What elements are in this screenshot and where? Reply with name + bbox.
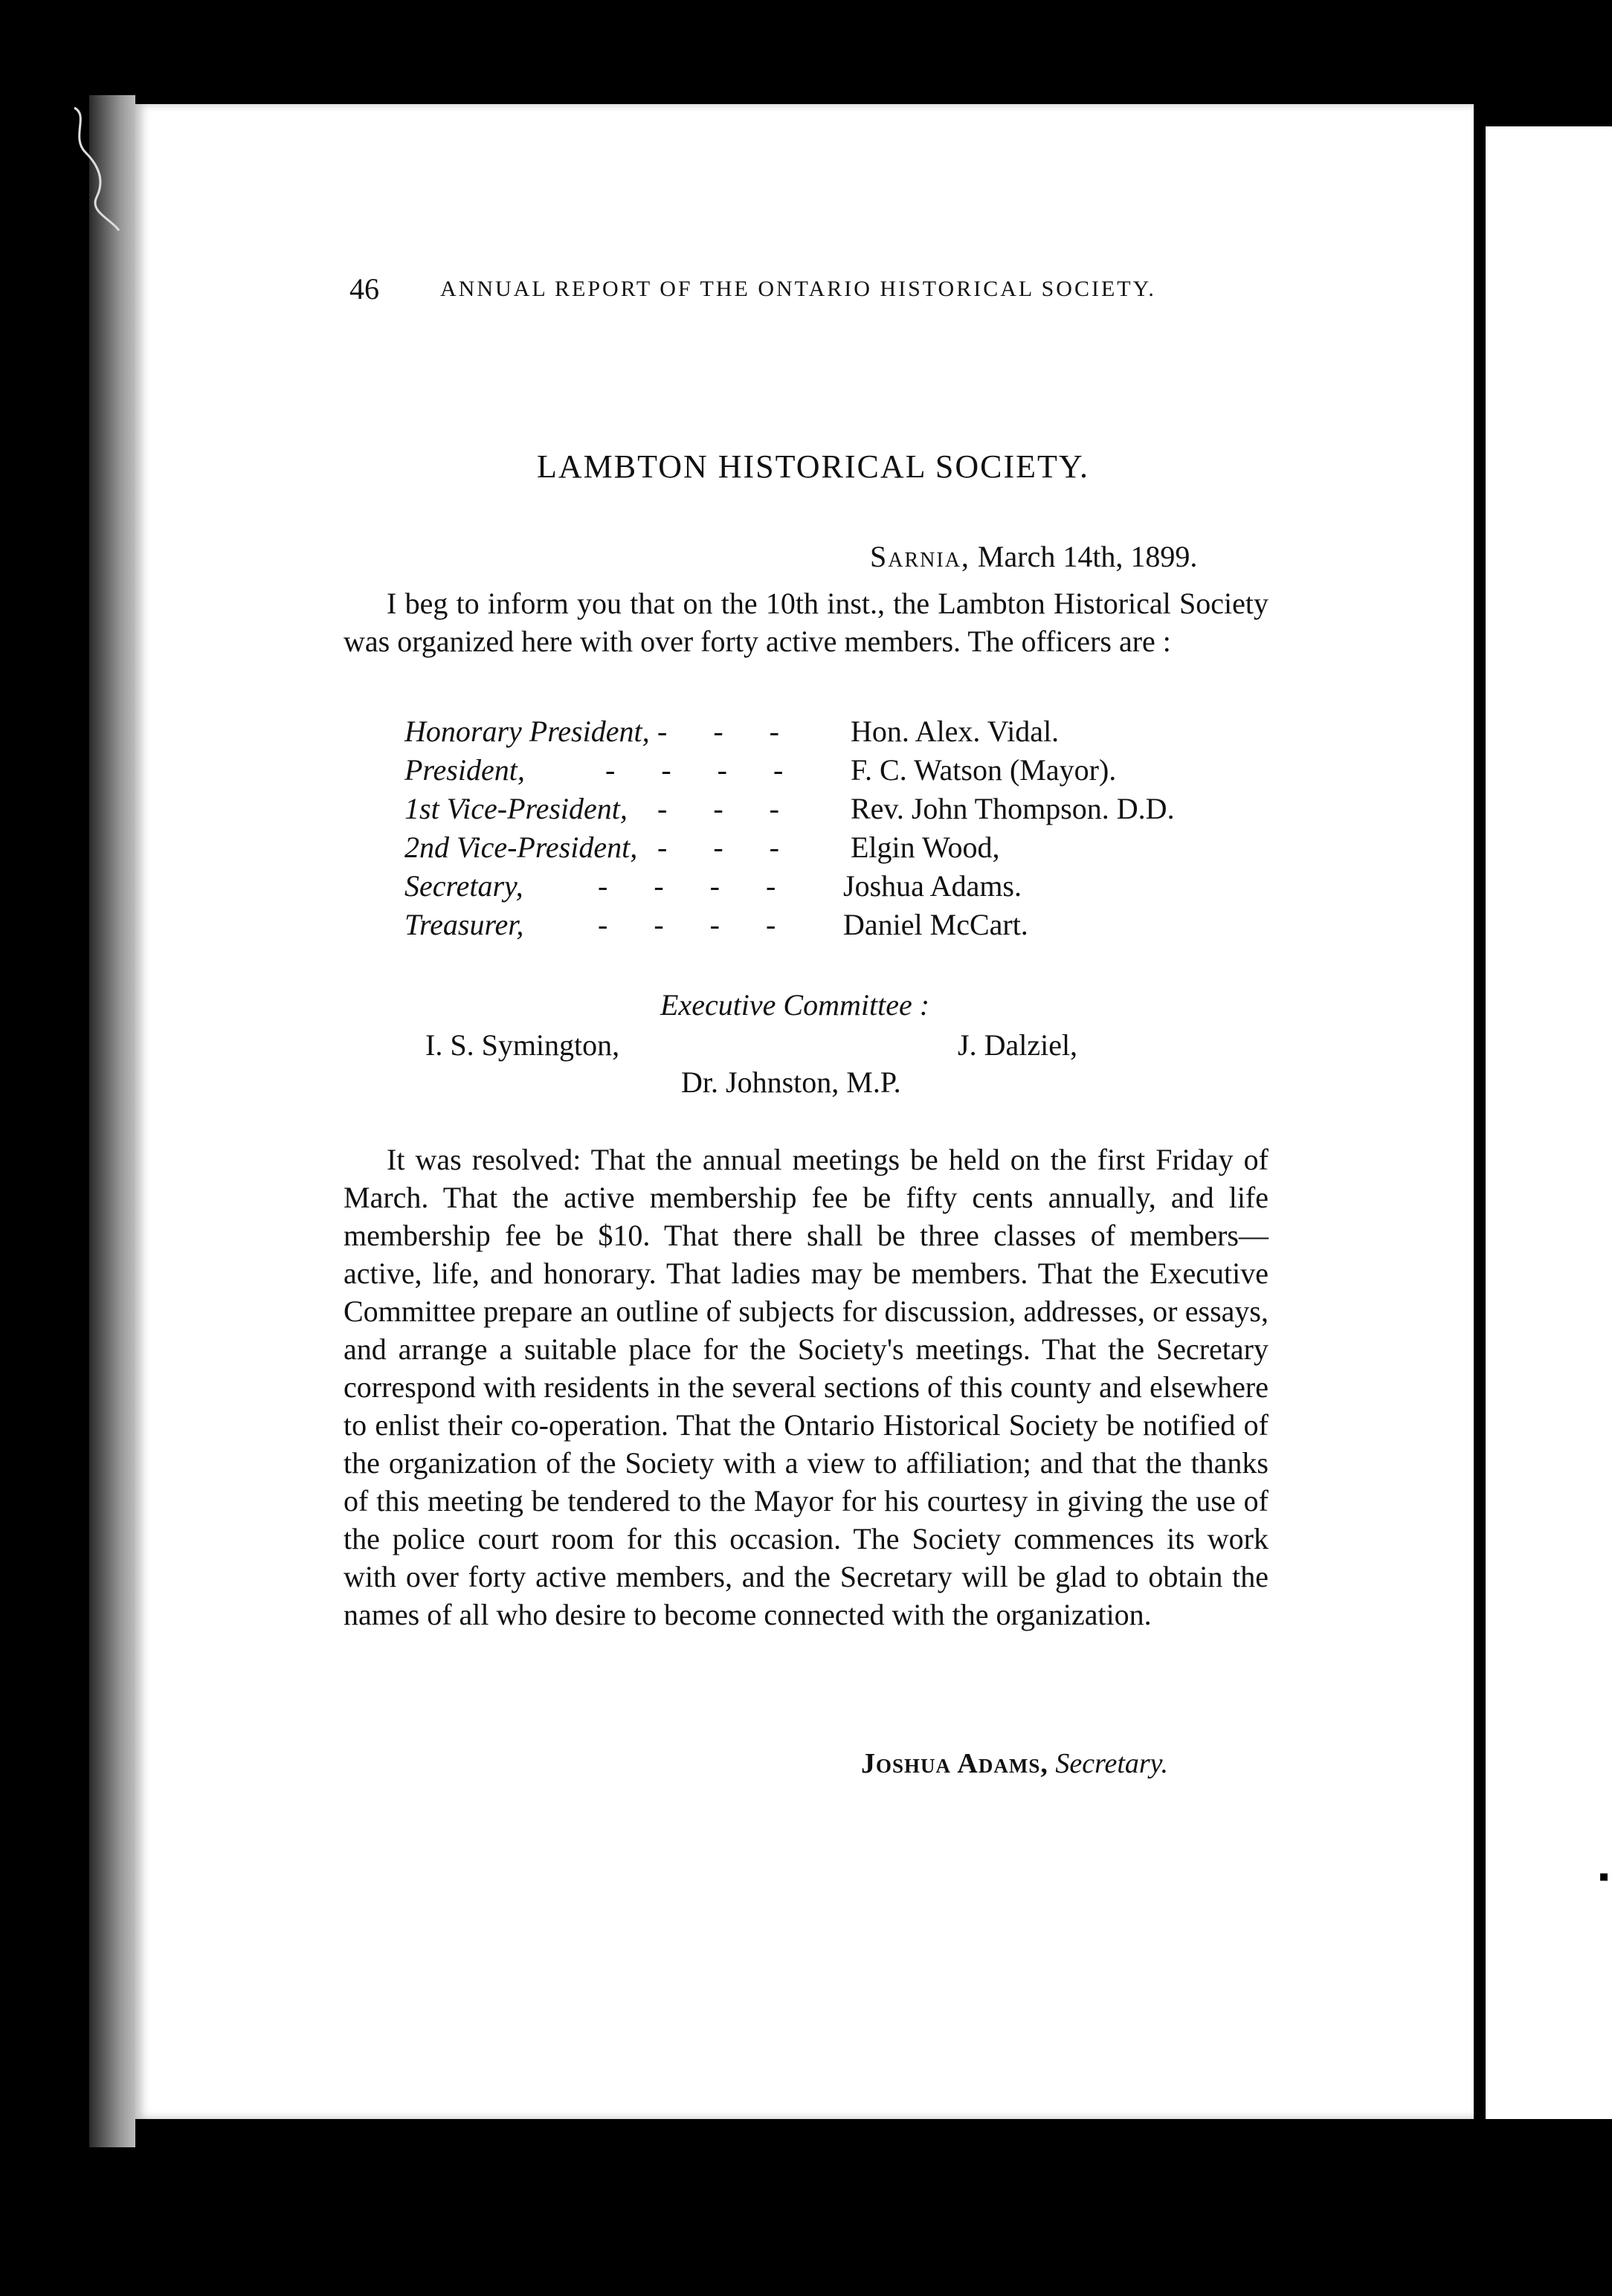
officer-leader: - - - (657, 831, 799, 864)
dateline (870, 539, 1197, 574)
officer-leader: - - - - (598, 908, 796, 941)
committee-member: Dr. Johnston, M.P. (681, 1065, 901, 1099)
committee-member: I. S. Symington, (425, 1028, 620, 1062)
officer-title: Honorary President, (404, 715, 650, 748)
page-number: 46 (349, 272, 379, 306)
facing-page-marks: ▪ (1599, 1860, 1610, 1893)
officer-name: Hon. Alex. Vidal. (851, 715, 1060, 748)
dateline-date: March 14th, 1899. (977, 540, 1198, 573)
resolution-paragraph: It was resolved: That the annual meetings be held on the first Friday of March. That the active membership fee be fifty cents annually, and life membership fee be $10. That there shall be three classes of members—active, life, and honorary. That ladies may be members. That the Executive Committee prepare an outline of subjects for discussion, addresses, or essays, and arrange a suitable place for the Society's meetings. That the Secretary correspond with residents in the several sections of this county and elsewhere to enlist their co-operation. That the Ontario Historical Society be notified of the organization of the Society with a view to affiliation; and that the thanks of this meeting be tendered to the Mayor for his courtesy in giving the use of the police court room for this occasion. The Society commences its work with over forty active members, and the Secretary will be glad to obtain the names of all who desire to become connected with the organization. (344, 1143, 1268, 1631)
book-spine (89, 95, 135, 2147)
officer-leader: - - - (657, 715, 799, 748)
executive-committee-heading: Executive Committee : (660, 988, 930, 1022)
officer-name: Rev. John Thompson. D.D. (851, 792, 1175, 825)
officer-name: Daniel McCart. (843, 908, 1028, 941)
officer-name: Elgin Wood, (851, 831, 1000, 864)
book-page (135, 104, 1474, 2119)
committee-member: J. Dalziel, (958, 1028, 1078, 1062)
section-title: LAMBTON HISTORICAL SOCIETY. (537, 448, 1089, 485)
officer-title: 1st Vice-President, (404, 792, 628, 825)
signature-name: Joshua Adams, (861, 1748, 1048, 1779)
officer-title: President, (404, 753, 525, 787)
officer-name: Joshua Adams. (843, 869, 1022, 903)
officer-leader: - - - - (605, 753, 803, 787)
signature (861, 1747, 1168, 1780)
dateline-place: Sarnia, (870, 540, 970, 573)
officer-leader: - - - (657, 792, 799, 825)
officer-title: Secretary, (404, 869, 523, 903)
officer-leader: - - - - (598, 869, 796, 903)
officer-title: Treasurer, (404, 908, 524, 941)
thread-mark (67, 100, 126, 234)
signature-role: Secretary. (1055, 1748, 1168, 1779)
running-head: ANNUAL REPORT OF THE ONTARIO HISTORICAL SOCIETY. (440, 277, 1156, 301)
officer-name: F. C. Watson (Mayor). (851, 753, 1117, 787)
facing-page-edge (1486, 126, 1612, 2119)
officer-title: 2nd Vice-President, (404, 831, 638, 864)
intro-paragraph: I beg to inform you that on the 10th inst., the Lambton Historical Society was organized here with over forty active members. The officers are : (344, 587, 1268, 658)
